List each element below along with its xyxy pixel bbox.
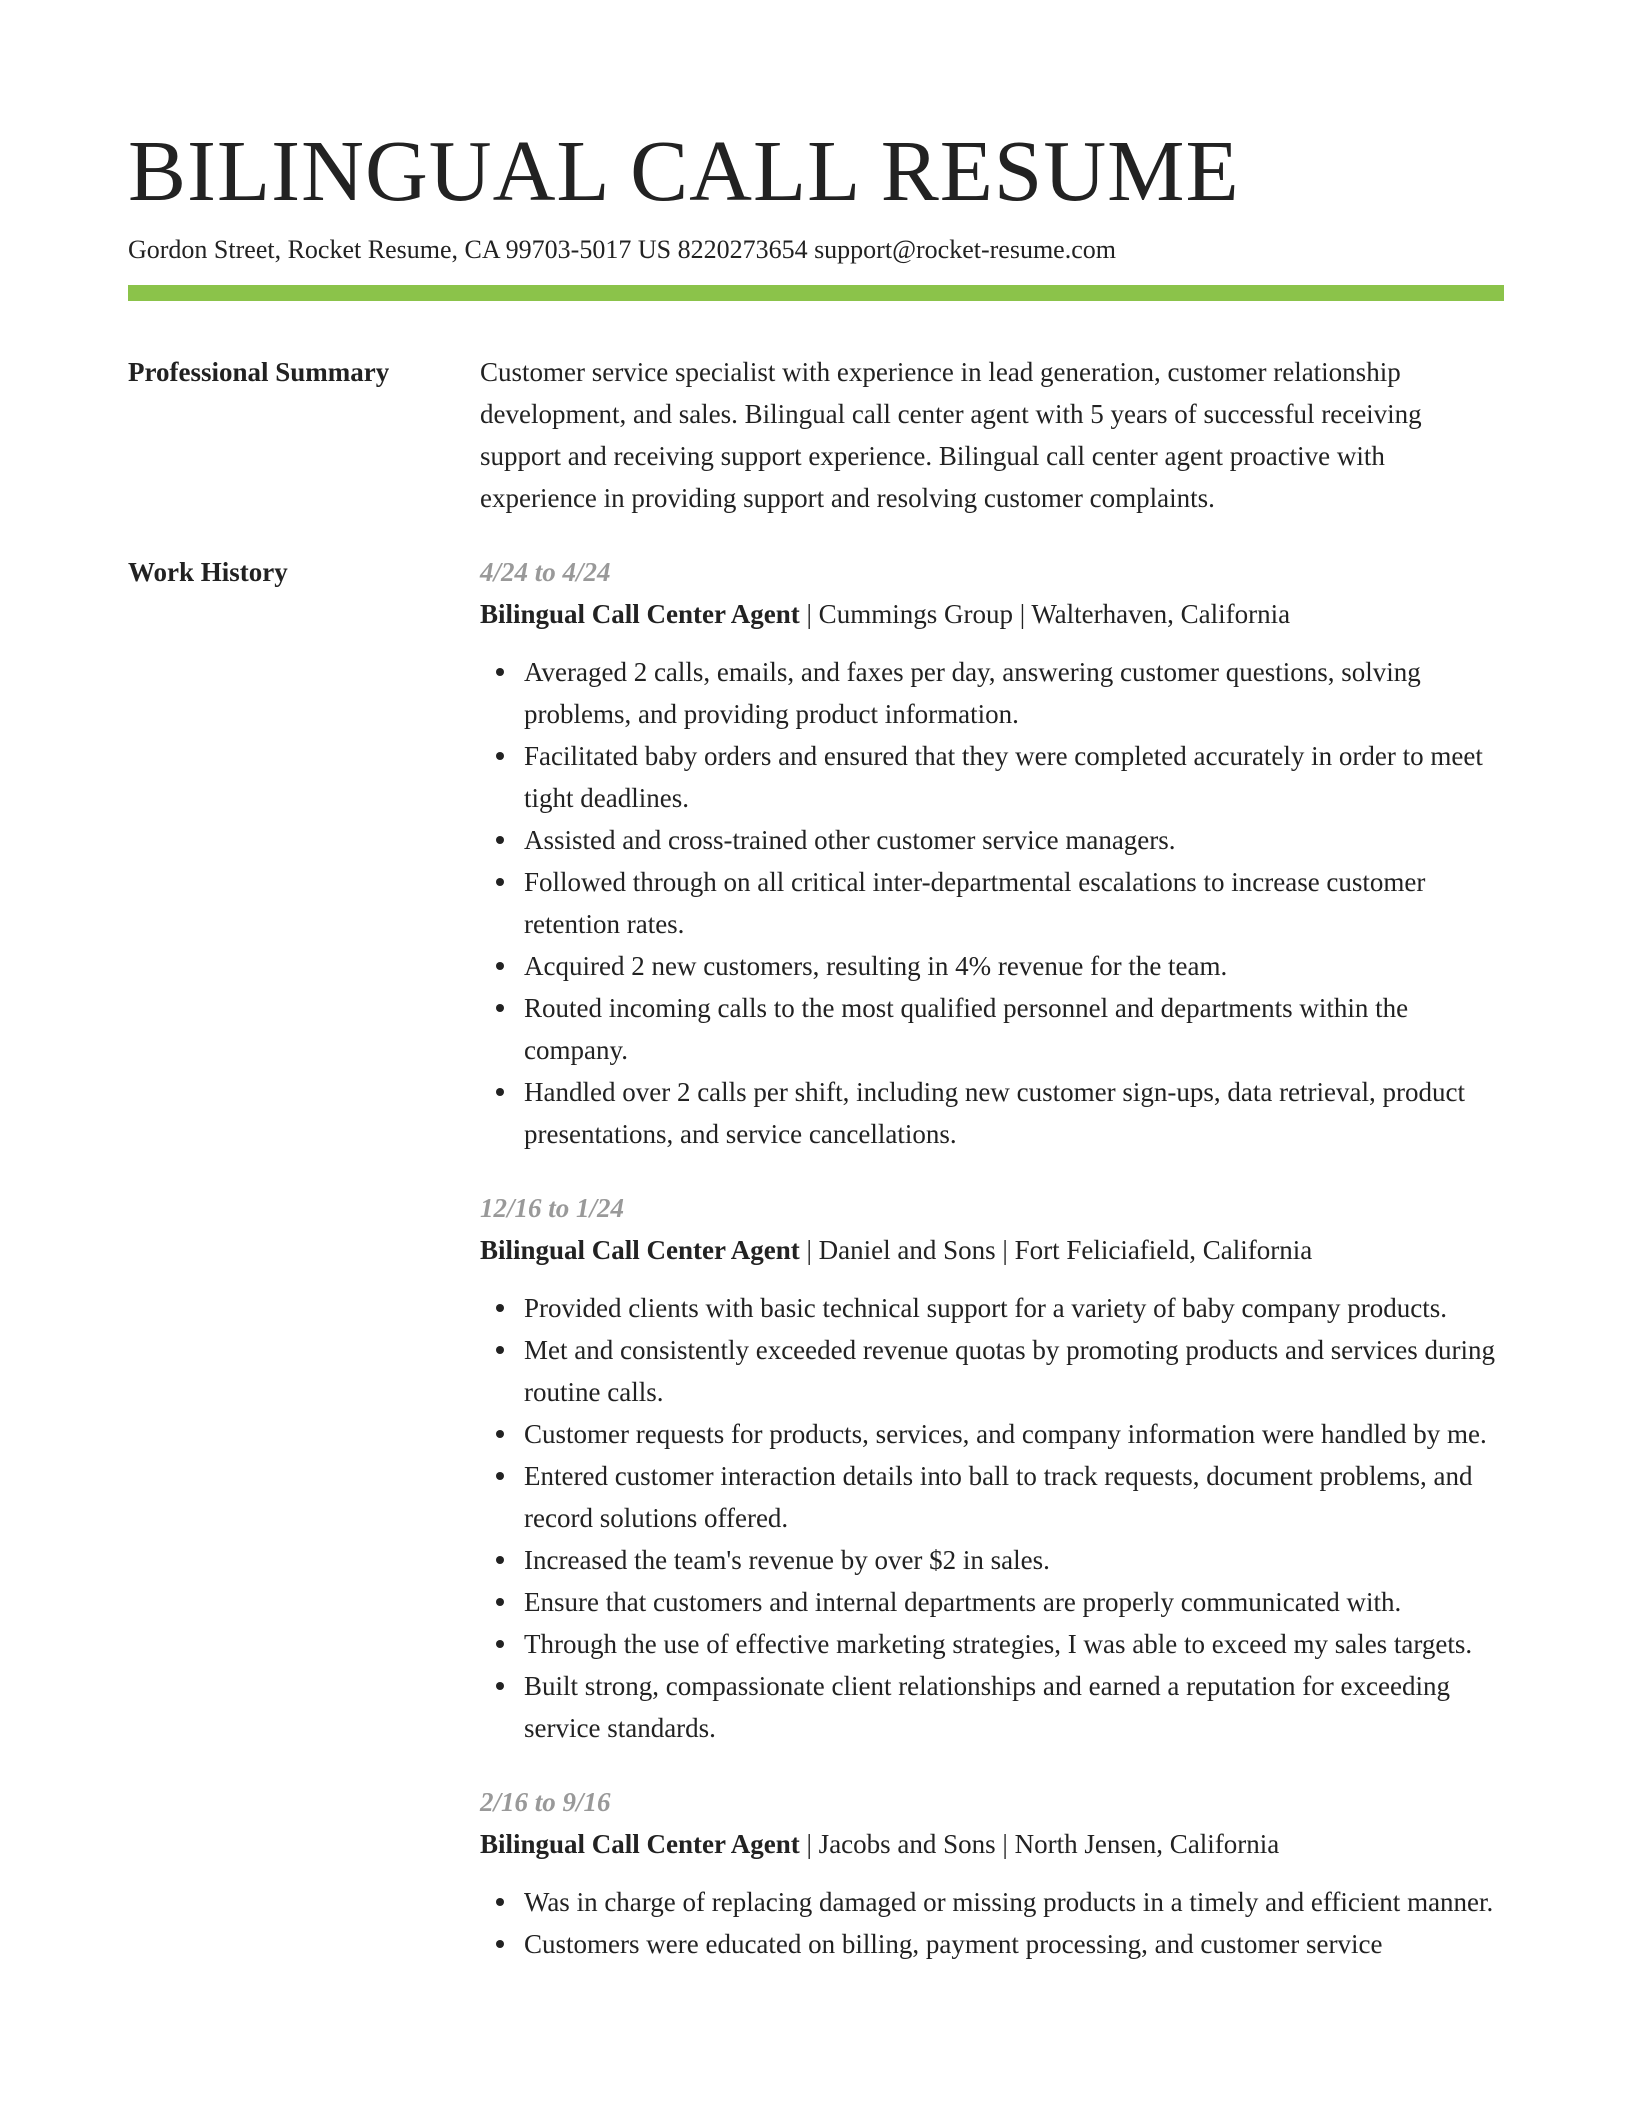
job-bullet: Customer requests for products, services, and company information were handled by me. (524, 1413, 1504, 1455)
job-entry (480, 551, 1504, 1155)
job-heading (480, 593, 1504, 635)
job-dates: 12/16 to 1/24 (480, 1193, 625, 1223)
job-bullet-list (480, 1287, 1504, 1749)
job-bullet: Acquired 2 new customers, resulting in 4% revenue for the team. (524, 945, 1504, 987)
job-title: Bilingual Call Center Agent (480, 1829, 800, 1859)
job-bullet-list (480, 1881, 1504, 1965)
resume-title: BILINGUAL CALL RESUME (128, 122, 1240, 219)
job-heading (480, 1823, 1504, 1865)
job-entry (480, 1187, 1504, 1749)
job-employer-location: | Daniel and Sons | Fort Feliciafield, California (799, 1235, 1313, 1265)
job-bullet: Handled over 2 calls per shift, including new customer sign-ups, data retrieval, product presentations, and service cancellations. (524, 1071, 1504, 1155)
contact-line: Gordon Street, Rocket Resume, CA 99703-5017 US 8220273654 support@rocket-resume.com (128, 235, 1116, 264)
job-title: Bilingual Call Center Agent (480, 1235, 800, 1265)
summary-body (480, 351, 1504, 519)
job-bullet: Increased the team's revenue by over $2 in sales. (524, 1539, 1504, 1581)
job-bullet: Averaged 2 calls, emails, and faxes per day, answering customer questions, solving problems, and providing product information. (524, 651, 1504, 735)
job-bullet: Entered customer interaction details into ball to track requests, document problems, and record solutions offered. (524, 1455, 1504, 1539)
job-title: Bilingual Call Center Agent (480, 599, 800, 629)
job-bullet: Met and consistently exceeded revenue quotas by promoting products and services during routine calls. (524, 1329, 1504, 1413)
work-history-list (480, 551, 1504, 1997)
job-bullet: Assisted and cross-trained other customer service managers. (524, 819, 1504, 861)
job-employer-location: | Cummings Group | Walterhaven, California (799, 599, 1291, 629)
accent-divider (128, 285, 1504, 301)
job-bullet: Routed incoming calls to the most qualified personnel and departments within the company. (524, 987, 1504, 1071)
job-bullet: Followed through on all critical inter-departmental escalations to increase customer retention rates. (524, 861, 1504, 945)
work-history-section (128, 551, 1504, 1997)
job-entry (480, 1781, 1504, 1965)
job-bullet-list (480, 651, 1504, 1155)
job-bullet: Ensure that customers and internal departments are properly communicated with. (524, 1581, 1504, 1623)
job-heading (480, 1229, 1504, 1271)
job-bullet: Facilitated baby orders and ensured that they were completed accurately in order to meet tight deadlines. (524, 735, 1504, 819)
resume-page (128, 0, 1504, 1997)
job-bullet: Through the use of effective marketing strategies, I was able to exceed my sales targets. (524, 1623, 1504, 1665)
section-label-work-history: Work History (128, 557, 288, 587)
job-bullet: Built strong, compassionate client relationships and earned a reputation for exceeding service standards. (524, 1665, 1504, 1749)
job-dates: 2/16 to 9/16 (480, 1787, 611, 1817)
summary-text: Customer service specialist with experience in lead generation, customer relationship development, and sales. Bilingual call center agent with 5 years of successful receiving support and receiving support experience. Bilingual call center agent proactive with experience in providing support and resolving customer complaints. (480, 357, 1422, 513)
job-employer-location: | Jacobs and Sons | North Jensen, California (799, 1829, 1280, 1859)
section-label-summary: Professional Summary (128, 357, 390, 387)
job-bullet: Was in charge of replacing damaged or missing products in a timely and efficient manner. (524, 1881, 1504, 1923)
job-bullet: Provided clients with basic technical support for a variety of baby company products. (524, 1287, 1504, 1329)
professional-summary-section (128, 351, 1504, 519)
job-bullet: Customers were educated on billing, payment processing, and customer service (524, 1923, 1504, 1965)
job-dates: 4/24 to 4/24 (480, 557, 611, 587)
